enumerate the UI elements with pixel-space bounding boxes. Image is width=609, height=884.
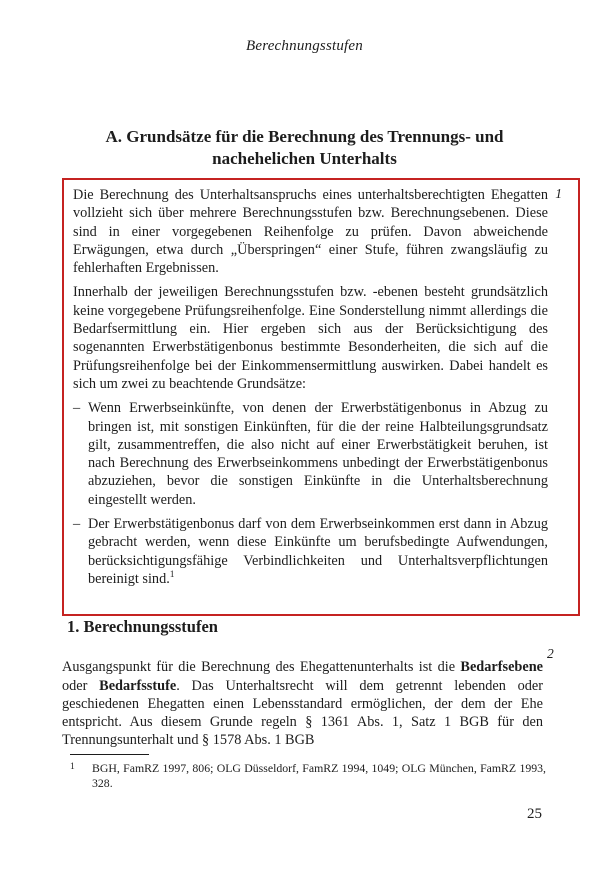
footnote <box>70 761 546 791</box>
bullet-item-1-text: Wenn Erwerbseinkünfte, von denen der Erwerbstätigenbonus in Abzug zu bringen ist, mit sonstigen Einkünften, für die der reine Halbteilungsgrundsatz gilt, zusammentreffen, die also nicht auf einer Erwerbstätigkeit beruhen, ist nach Berechnung des Erwerbseinkommens unbedingt der Erwerbstätigenbonus abzuziehen, bevor die sonstigen Einkünfte in die Unterhaltsberechnung eingestellt werden. <box>88 400 548 508</box>
margin-number-1: 1 <box>555 186 562 201</box>
bullet-item-2 <box>73 515 548 588</box>
chapter-heading: A. Grundsätze für die Berechnung des Trennungs- und nachehelichen Unterhalts <box>105 127 504 168</box>
bullet-item-2-body: Der Erwerbstätigenbonus darf von dem Erwerbseinkommen erst dann in Abzug gebracht werden, wenn diese Einkünfte um berufsbedingte Aufwendungen, berücksichtigungsfähige Verbindlichkeiten und Unterhaltsverpflichtungen bereinigt sind. <box>88 516 548 587</box>
bullet-item-2-text <box>88 515 548 588</box>
keyword-bedarfsstufe: Bedarfsstufe <box>99 677 177 694</box>
page-number: 25 <box>527 806 542 822</box>
footnote-text: BGH, FamRZ 1997, 806; OLG Düsseldorf, FamRZ 1994, 1049; OLG München, FamRZ 1993, 328. <box>92 761 546 790</box>
section-paragraph-rest: . Das Unterhaltsrecht will dem getrennt lebenden oder geschiedenen Ehegatten einen Lebensstandard ermöglichen, der dem der Ehe entspricht. Aus diesem Grunde regeln § 1361 Abs. 1, Satz 1 BGB für den Trennungsunterhalt und § 1578 Abs. 1 BGB <box>62 677 543 749</box>
footnote-reference-1: 1 <box>169 570 175 581</box>
boxed-paragraph-1: Die Berechnung des Unterhaltsanspruchs eines unterhaltsberechtigten Ehegatten vollzieht sich über mehrere Berechnungsstufen bzw. Berechnungsebenen. Diese sind in einer vorgegebenen Reihenfolge zu prüfen. Davon abweichende Erwägungen, etwa durch „Überspringen“ einer Stufe, führen zwangsläufig zu fehlerhaften Ergebnissen. <box>73 187 548 277</box>
keyword-bedarfsebene: Bedarfsebene <box>460 659 544 676</box>
section-heading: 1. Berechnungsstufen <box>67 617 218 636</box>
highlight-box <box>62 178 580 616</box>
boxed-paragraph-2: Innerhalb der jeweiligen Berechnungsstufen bzw. -ebenen besteht grundsätzlich keine vorgegebene Prüfungsreihenfolge. Eine Sonderstellung nimmt allerdings die Bedarfsermittlung ein. Hier ergeben sich aus der Berücksichtigung des sogenannten Erwerbstätigenbonus bestimmte Besonderheiten, die sich auf die Prüfungsreihenfolge bei der Einkommensermittlung auswirken. Dabei handelt es sich um zwei zu beachtende Grundsätze: <box>73 284 548 392</box>
section-paragraph <box>62 658 543 749</box>
footnote-marker: 1 <box>70 762 75 772</box>
running-head: Berechnungsstufen <box>246 38 363 54</box>
margin-number-2: 2 <box>547 646 554 661</box>
section-paragraph-lead: Ausgangspunkt für die Berechnung des Ehegattenunterhalts ist die <box>62 659 456 676</box>
dash-bullet-icon: – <box>73 400 81 417</box>
section-paragraph-mid: oder <box>62 677 88 694</box>
bullet-item-1 <box>73 399 548 509</box>
footnote-separator <box>70 754 149 755</box>
dash-bullet-icon: – <box>73 516 81 533</box>
